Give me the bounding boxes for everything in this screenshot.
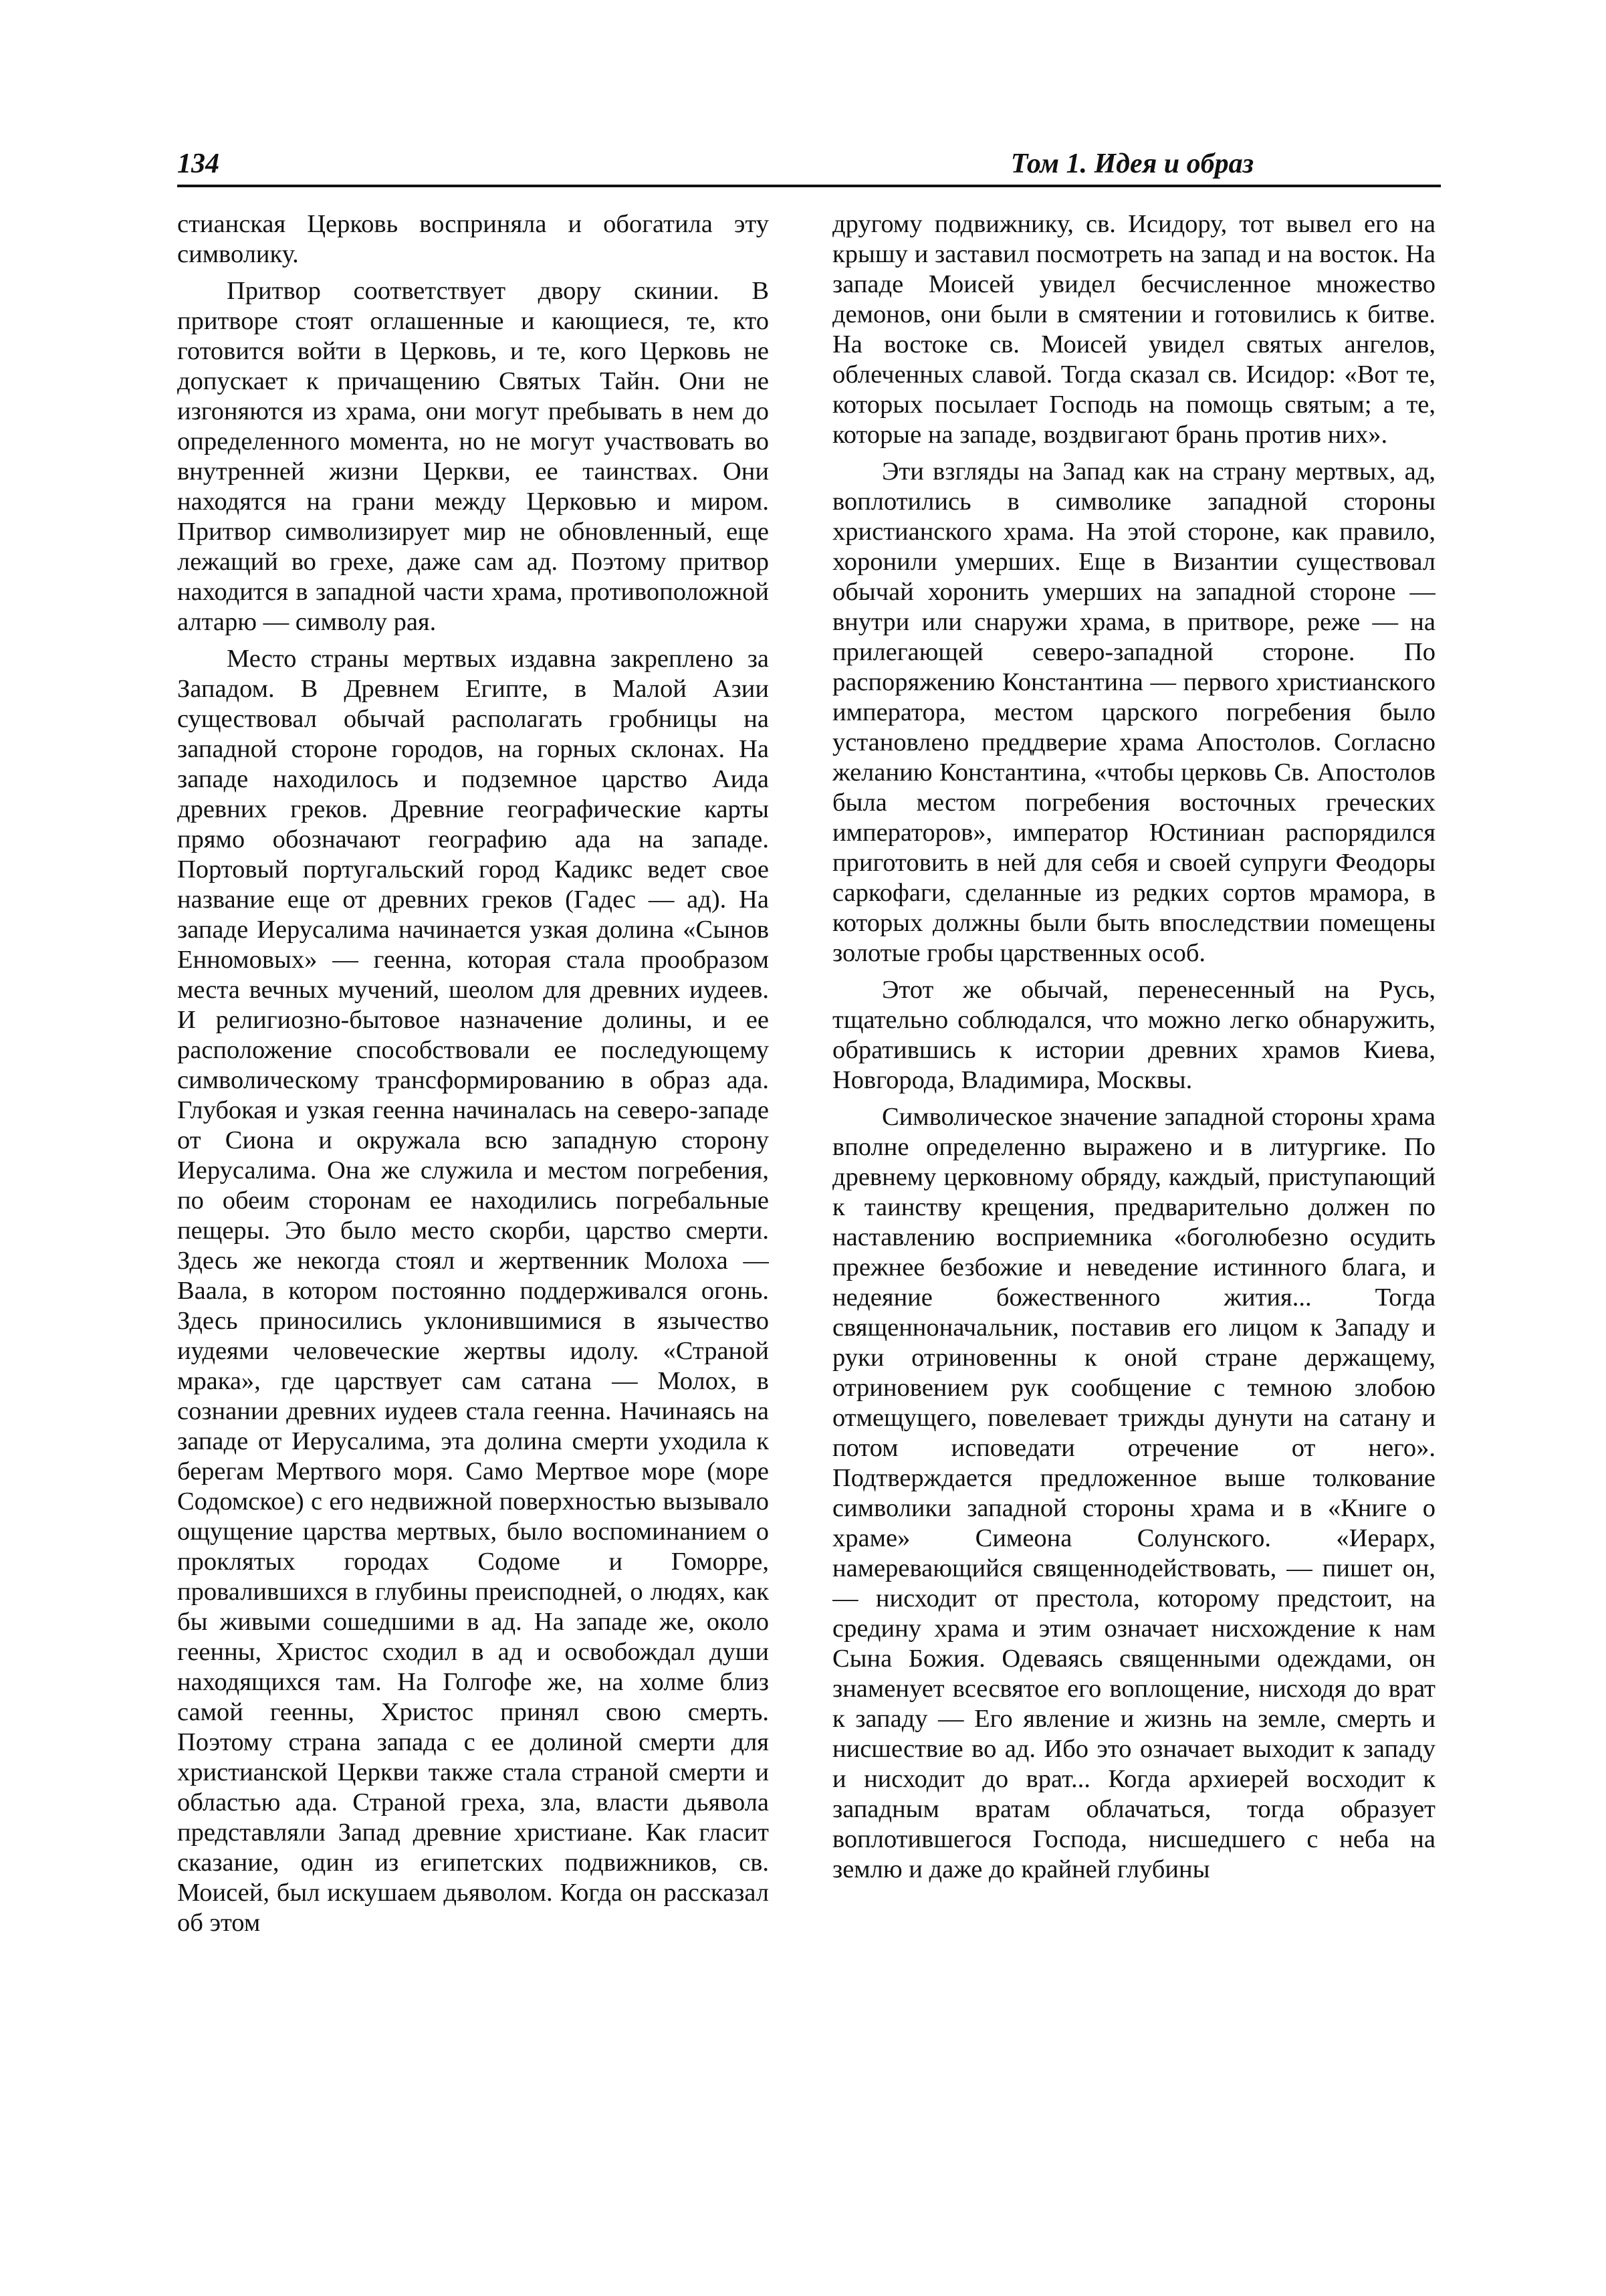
paragraph: Эти взгляды на Запад как на страну мертвых, ад, воплотились в символике западной стороны христианского храма. На этой стороне, как правило, хоронили умерших. Еще в Византии существовал обычай хоронить умерших на западной стороне — внутри или снаружи храма, в притворе, реже — на прилегающей северо-западной стороне. По распоряжению Константина — первого христианского императора, местом царского погребения было установлено преддверие храма Апостолов. Согласно желанию Константина, «чтобы церковь Св. Апостолов была местом погребения восточных греческих императоров», император Юстиниан распорядился приготовить в ней для себя и своей супруги Феодоры саркофаги, сделанные из редких сортов мрамора, в которых должны были быть впоследствии помещены золотые гробы царственных особ. — [832, 457, 1436, 967]
running-title: Том 1. Идея и образ — [1010, 148, 1254, 179]
paragraph: стианская Церковь восприняла и обогатила эту символику. — [177, 210, 769, 268]
paragraph: Символическое значение западной стороны храма вполне определенно выражено и в литургике. По древнему церковному обряду, каждый, приступающий к таинству крещения, предварительно должен по наставлению восприемника «боголюбезно осудить прежнее безбожие и неведение истинного блага, и недеяние божественного жития... Тогда священноначальник, поставив его лицом к Западу и руки отриновенны к оной стране держащему, отриновением рук сообщение с темною злобою отмещущего, повелевает трижды дунути на сатану и потом исповедати отречение от него». Подтверждается предложенное выше толкование символики западной стороны храма и в «Книге о храме» Симеона Солунского. «Иерарх, намеревающийся священнодействовать, — пишет он, — нисходит от престола, которому предстоит, на средину храма и этим означает нисхождение к нам Сына Божия. Одеваясь священными одеждами, он знаменует всесвятое его воплощение, нисходя до врат к западу — Его явление и жизнь на земле, смерть и нисшествие во ад. Ибо это означает выходит к западу и нисходит до врат... Когда архиерей восходит к западным вратам облачаться, тогда образует воплотившегося Господа, нисшедшего с неба на землю и даже до крайней глубины — [832, 1103, 1436, 1883]
paragraph: Притвор соответствует двору скинии. В притворе стоят оглашенные и кающиеся, те, кто готовится войти в Церковь, и те, кого Церковь не допускает к причащению Святых Тайн. Они не изгоняются из храма, они могут пребывать в нем до определенного момента, но не могут участвовать во внутренней жизни Церкви, ее таинствах. Они находятся на грани между Церковью и миром. Притвор символизирует мир не обновленный, еще лежащий во грехе, даже сам ад. Поэтому притвор находится в западной части храма, противоположной алтарю — символу рая. — [177, 277, 769, 636]
right-column — [832, 209, 1436, 2189]
page-header — [177, 144, 1441, 184]
paragraph: Этот же обычай, перенесенный на Русь, тщательно соблюдался, что можно легко обнаружить, обратившись к истории древних храмов Киева, Новгорода, Владимира, Москвы. — [832, 976, 1436, 1094]
header-rule — [177, 185, 1441, 187]
left-column — [177, 209, 769, 2189]
page-number: 134 — [177, 148, 219, 179]
paragraph: Место страны мертвых издавна закреплено за Западом. В Древнем Египте, в Малой Азии существовал обычай располагать гробницы на западной стороне городов, на горных склонах. На западе находилось и подземное царство Аида древних греков. Древние географические карты прямо обозначают географию ада на западе. Портовый португальский город Кадикс ведет свое название еще от древних греков (Гадес — ад). На западе Иерусалима начинается узкая долина «Сынов Енномовых» — геенна, которая стала прообразом места вечных мучений, шеолом для древних иудеев. И религиозно-бытовое назначение долины, и ее расположение способствовали ее последующему символическому трансформированию в образ ада. Глубокая и узкая геенна начиналась на северо-западе от Сиона и окружала всю западную сторону Иерусалима. Она же служила и местом погребения, по обеим сторонам ее находились погребальные пещеры. Это было место скорби, царство смерти. Здесь же некогда стоял и жертвенник Молоха — Ваала, в котором постоянно поддерживался огонь. Здесь приносились уклонившимися в язычество иудеями человеческие жертвы идолу. «Страной мрака», где царствует сам сатана — Молох, в сознании древних иудеев стала геенна. Начинаясь на западе от Иерусалима, эта долина смерти уходила к берегам Мертвого моря. Само Мертвое море (море Содомское) с его недвижной поверхностью вызывало ощущение царства мертвых, было воспоминанием о проклятых городах Содоме и Гоморре, провалившихся в глубины преисподней, о людях, как бы живыми сошедшими в ад. На западе же, около геенны, Христос сходил в ад и освобождал души находящихся там. На Голгофе же, на холме близ самой геенны, Христос принял свою смерть. Поэтому страна запада с ее долиной смерти для христианской Церкви также стала страной смерти и областью ада. Страной греха, зла, власти дьявола представляли Запад древние христиане. Как гласит сказание, один из египетских подвижников, св. Моисей, был искушаем дьяволом. Когда он рассказал об этом — [177, 645, 769, 1937]
paragraph: другому подвижнику, св. Исидору, тот вывел его на крышу и заставил посмотреть на запад и на восток. На западе Моисей увидел бесчисленное множество демонов, они были в смятении и готовились к битве. На востоке св. Моисей увидел святых ангелов, облеченных славой. Тогда сказал св. Исидор: «Вот те, которых посылает Господь на помощь святым; а те, которые на западе, воздвигают брань против них». — [832, 210, 1436, 449]
